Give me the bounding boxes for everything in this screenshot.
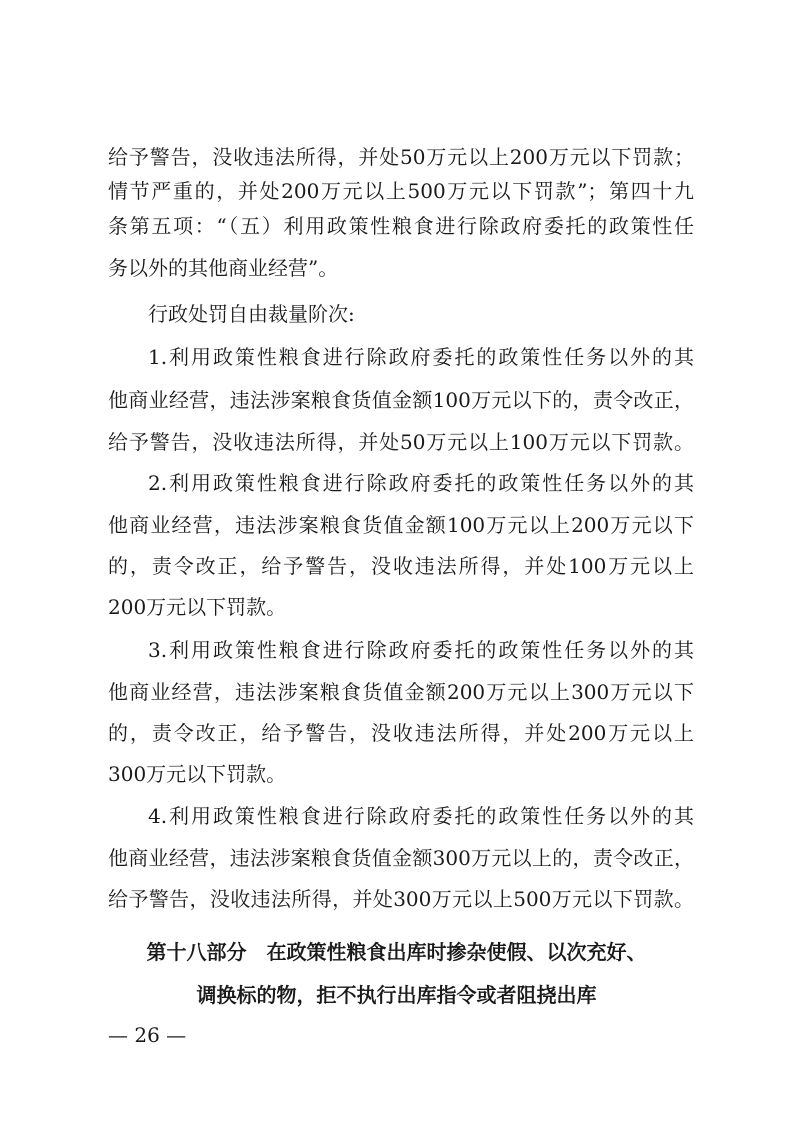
text-line: 他商业经营，违法涉案粮食货值金额200万元以上300万元以下 bbox=[108, 680, 694, 704]
text-line: 务以外的其他商业经营”。 bbox=[108, 256, 339, 280]
text-line: 4.利用政策性粮食进行除政府委托的政策性任务以外的其 bbox=[148, 804, 694, 828]
text-line: 的，责令改正，给予警告，没收违法所得，并处200万元以上 bbox=[108, 721, 694, 745]
section-label: 行政处罚自由裁量阶次: bbox=[148, 302, 355, 326]
text-line: 他商业经营，违法涉案粮食货值金额100万元以上200万元以下 bbox=[108, 513, 694, 537]
text-line: 给予警告，没收违法所得，并处50万元以上200万元以下罚款； bbox=[108, 145, 694, 169]
text-line: 给予警告，没收违法所得，并处300万元以上500万元以下罚款。 bbox=[108, 887, 694, 911]
text-line: 情节严重的，并处200万元以上500万元以下罚款”；第四十九 bbox=[108, 179, 694, 203]
section-heading-line-1: 第十八部分 在政策性粮食出库时掺杂使假、以次充好、 bbox=[146, 940, 647, 964]
section-heading-line-2: 调换标的物，拒不执行出库指令或者阻挠出库 bbox=[196, 983, 597, 1007]
text-line: 1.利用政策性粮食进行除政府委托的政策性任务以外的其 bbox=[148, 345, 694, 369]
text-line: 他商业经营，违法涉案粮食货值金额100万元以下的，责令改正， bbox=[108, 388, 694, 412]
text-line: 300万元以下罚款。 bbox=[108, 762, 287, 786]
text-line: 他商业经营，违法涉案粮食货值金额300万元以上的，责令改正， bbox=[108, 846, 694, 870]
text-line: 3.利用政策性粮食进行除政府委托的政策性任务以外的其 bbox=[148, 638, 694, 662]
text-line: 200万元以下罚款。 bbox=[108, 595, 287, 619]
text-line: 条第五项：“（五）利用政策性粮食进行除政府委托的政策性任 bbox=[108, 214, 694, 238]
text-line: 2.利用政策性粮食进行除政府委托的政策性任务以外的其 bbox=[148, 471, 694, 495]
page-number: — 26 — bbox=[108, 1023, 187, 1047]
text-line: 给予警告，没收违法所得，并处50万元以上100万元以下罚款。 bbox=[108, 430, 694, 454]
text-line: 的，责令改正，给予警告，没收违法所得，并处100万元以上 bbox=[108, 554, 694, 578]
